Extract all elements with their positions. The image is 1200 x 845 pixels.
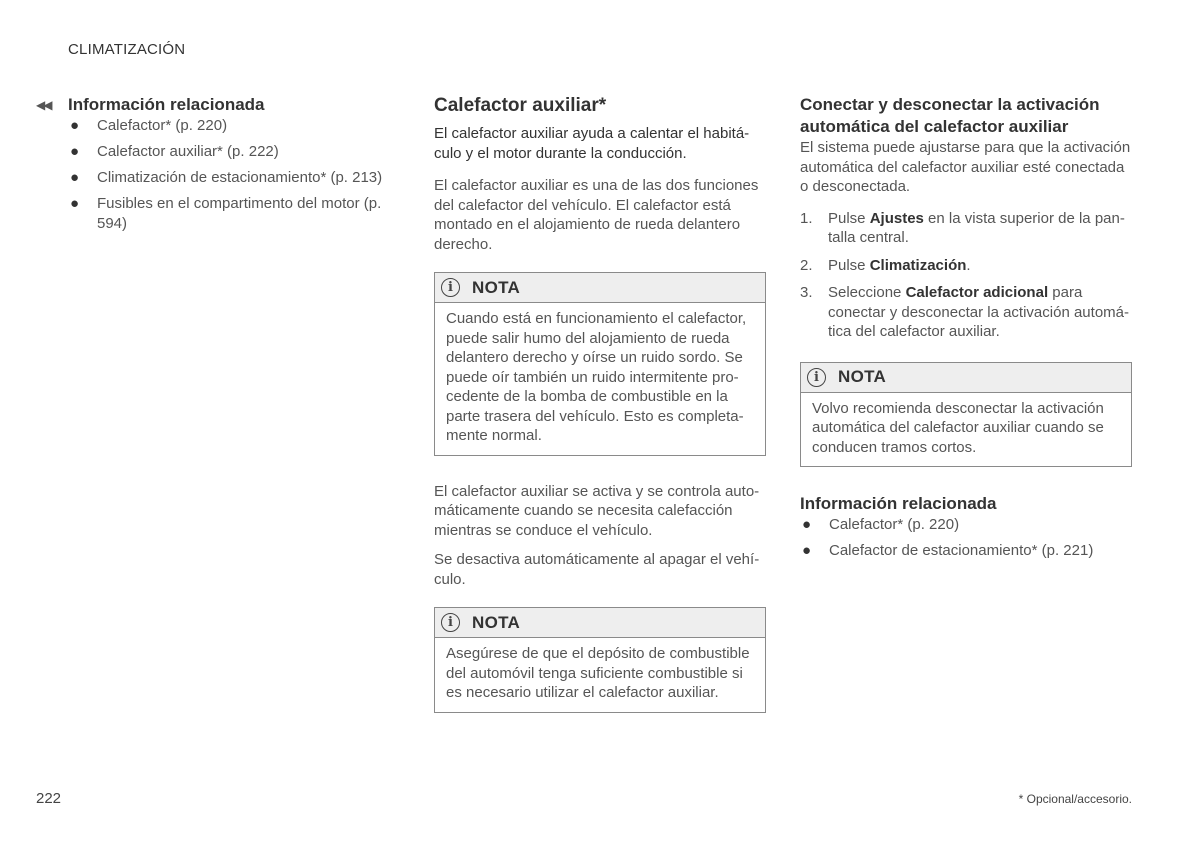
step-item: 2. Pulse Climatización. (800, 256, 971, 274)
info-circle-icon: i (441, 613, 460, 632)
related-link[interactable]: ● Calefactor* (p. 220) (802, 516, 960, 533)
info-circle-icon: i (441, 278, 460, 297)
ui-term: Ajustes (869, 209, 924, 227)
article-title: Calefactor auxiliar* (434, 95, 607, 116)
bullet-icon: ● (70, 143, 80, 160)
main-article-column (434, 94, 766, 733)
article-paragraph: El calefactor auxiliar es una de las dos funciones del calefactor del vehículo. El calefactor está montado en el alojamiento de rueda delantero derecho. (434, 177, 759, 253)
note-header (435, 608, 765, 638)
step-item: 3. Seleccione Calefactor adicional para conectar y desconectar la activación automá- tica del calefactor auxiliar. (800, 284, 1129, 340)
bullet-icon: ● (70, 195, 80, 212)
info-circle-icon: i (807, 368, 826, 387)
note-box (800, 362, 1132, 468)
bullet-icon: ● (70, 117, 80, 134)
related-link[interactable]: ● Climatización de estacionamiento* (p. 213) (70, 169, 383, 186)
note-header (801, 363, 1131, 393)
related-info-heading: Información relacionada (68, 95, 265, 114)
note-label: NOTA (472, 612, 521, 632)
related-info-heading: Información relacionada (800, 494, 997, 513)
related-link[interactable]: ● Calefactor* (p. 220) (70, 117, 228, 134)
note-header (435, 273, 765, 303)
related-info-list (68, 116, 396, 234)
steps-list (800, 209, 1132, 342)
note-text: Asegúrese de que el depósito de combustible del automóvil tenga suficiente combustible si es necesario utilizar el calefactor auxiliar. (446, 645, 750, 701)
note-box (434, 272, 766, 456)
article-paragraph: El calefactor auxiliar se activa y se controla auto- máticamente cuando se necesita calefacción mientras se conduce el vehículo. (434, 482, 760, 539)
note-label: NOTA (838, 367, 887, 386)
article-paragraph: Se desactiva automáticamente al apagar el vehí- culo. (434, 551, 760, 588)
section-heading: Conectar y desconectar la activación automática del calefactor auxiliar (800, 95, 1100, 136)
page-number: 222 (36, 790, 62, 807)
related-link[interactable]: ● Calefactor de estacionamiento* (p. 221) (802, 542, 1094, 559)
related-link[interactable]: ● Fusibles en el compartimento del motor (p. 594) (70, 195, 382, 232)
section-header: CLIMATIZACIÓN (68, 41, 186, 58)
article-lead: El calefactor auxiliar ayuda a calentar el habitá- culo y el motor durante la conducción. (434, 125, 750, 162)
bullet-icon: ● (70, 169, 80, 186)
ui-term: Calefactor adicional (905, 284, 1049, 301)
step-item: 1. Pulse Ajustes en la vista superior de la pan- talla central. (800, 209, 1125, 246)
footnote: * Opcional/accesorio. (1018, 792, 1132, 806)
note-box (434, 607, 766, 713)
related-info-heading-row (36, 94, 396, 116)
section-intro: El sistema puede ajustarse para que la activación automática del calefactor auxiliar esté conectada o desconectada. (800, 139, 1131, 195)
related-info-column (36, 94, 396, 240)
bullet-icon: ● (802, 542, 812, 559)
note-text: Cuando está en funcionamiento el calefactor, puede salir humo del alojamiento de rueda delantero derecho y oírse un ruido sordo. Se puede oír también un ruido intermitente pro- cedente de la bomba de combustible en la parte trasera del vehículo. Esto es completa- mente normal. (446, 310, 747, 444)
related-link[interactable]: ● Calefactor auxiliar* (p. 222) (70, 143, 279, 160)
note-label: NOTA (472, 277, 521, 297)
ui-term: Climatización (869, 256, 967, 274)
settings-column (800, 94, 1132, 567)
note-text: Volvo recomienda desconectar la activación automática del calefactor auxiliar cuando se conducen tramos cortos. (812, 399, 1104, 456)
related-info-list (800, 515, 1132, 561)
back-arrow-icon[interactable]: ◀◀ (36, 98, 51, 112)
bullet-icon: ● (802, 516, 812, 533)
